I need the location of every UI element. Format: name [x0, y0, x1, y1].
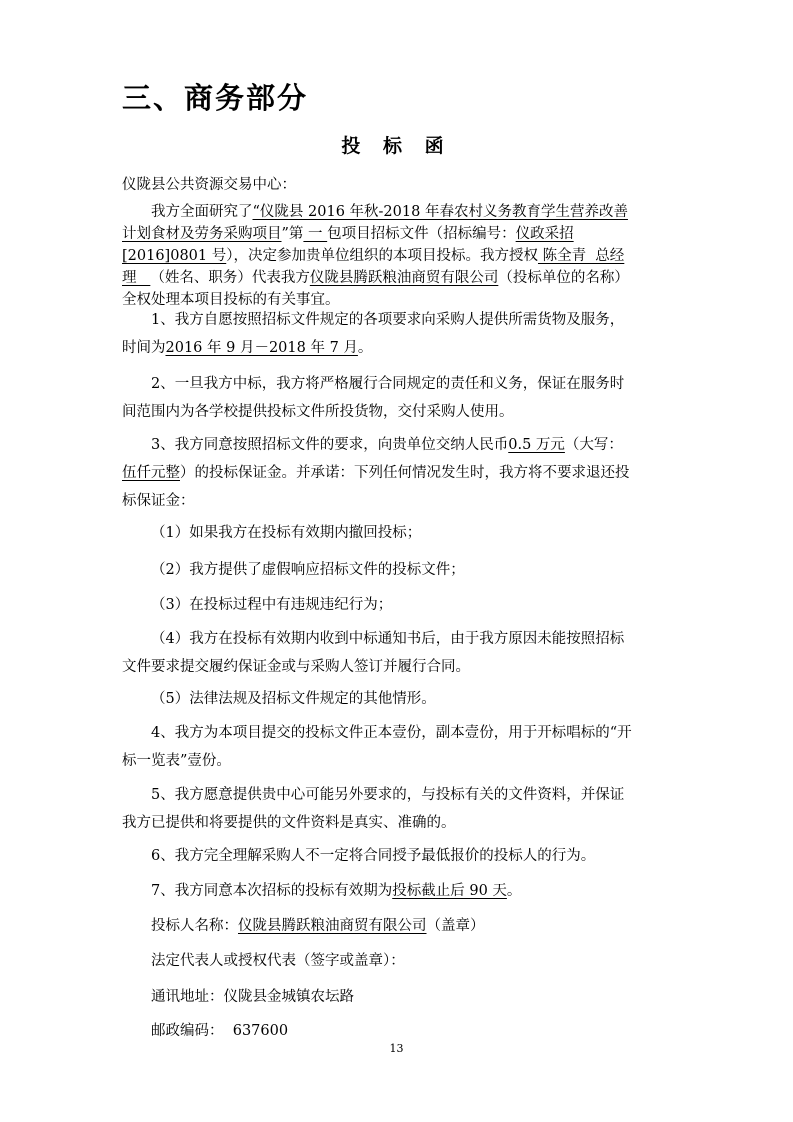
sub-item-1-text: （1）如果我方在投标有效期内撤回投标；: [151, 525, 422, 541]
item-2-line-2: 间范围内为各学校提供投标文件所投货物，交付采购人使用。: [122, 404, 514, 420]
item-5-line-1: 5、我方愿意提供贵中心可能另外要求的，与投标有关的文件资料，并保证: [151, 787, 625, 803]
item-7: [122, 880, 670, 902]
sub-item-5-text: （5）法律法规及招标文件规定的其他情形。: [151, 691, 436, 707]
item-text: 。: [357, 340, 373, 356]
intro-text: （姓名、职务）代表我方: [150, 270, 310, 286]
intro-line-4: [122, 267, 670, 289]
sub-item-1: [122, 522, 670, 544]
address: [122, 986, 670, 1008]
bidder-label: 投标人名称：: [151, 918, 238, 934]
item-4-line-1: 4、我方为本项目提交的投标文件正本壹份，副本壹份，用于开标唱标的“开: [151, 725, 632, 741]
bidder-name: [122, 915, 670, 937]
item-text: （大写：: [564, 437, 623, 453]
sub-item-4-line-2: 文件要求提交履约保证金或与采购人签订并履行合同。: [122, 659, 470, 675]
sub-item-3-text: （3）在投标过程中有违规违纪行为；: [151, 597, 393, 613]
sub-item-5: [122, 688, 670, 710]
item-4: [122, 722, 670, 772]
sub-item-4-line-1: （4）我方在投标有效期内收到中标通知书后，由于我方原因未能按照招标: [151, 631, 625, 647]
item-text: 时间为: [122, 340, 166, 356]
company-name: 仪陇县腾跃粮油商贸有限公司: [309, 270, 499, 286]
intro-text: （投标单位的名称）: [498, 270, 629, 286]
item-1: [122, 309, 670, 359]
authorized-person: 陈全青 总经: [537, 248, 625, 264]
seal-note: （盖章）: [426, 918, 485, 934]
item-3-line-3: 标保证金：: [122, 493, 195, 509]
sub-item-2: [122, 559, 670, 581]
tender-number: 仪政采招: [515, 226, 574, 242]
intro-text: ”第: [281, 226, 304, 242]
bidder-line: [122, 915, 670, 937]
sub-item-3: [122, 594, 670, 616]
item-3: [122, 434, 670, 512]
representative-text: 法定代表人或授权代表（签字或盖章）：: [151, 953, 405, 969]
item-3-line-2: [122, 462, 670, 484]
intro-line-5: 全权处理本项目投标的有关事宜。: [122, 292, 340, 308]
intro-line-2: [122, 223, 670, 245]
intro-paragraph: [122, 201, 670, 311]
intro-line-3: [122, 245, 670, 267]
sub-item-2-text: （2）我方提供了虚假响应招标文件的投标文件；: [151, 562, 465, 578]
page-number: 13: [389, 1042, 404, 1055]
postcode-text: 邮政编码： 637600: [151, 1023, 289, 1039]
item-text: ）的投标保证金。并承诺：下列任何情况发生时，我方将不要求退还投: [180, 465, 630, 481]
document-title: 投 标 函: [341, 135, 452, 157]
salutation-text: 仪陇县公共资源交易中心：: [122, 177, 296, 193]
postcode: [122, 1020, 670, 1042]
deposit-amount: 0.5 万元: [508, 437, 565, 453]
intro-text: 包项目招标文件（招标编号：: [327, 226, 516, 242]
representative: [122, 950, 670, 972]
authorized-person: 理: [122, 270, 151, 286]
item-3-line-1: [122, 434, 670, 456]
salutation: [122, 174, 670, 196]
intro-text: ），决定参加贵单位组织的本项目投标。我方授权: [226, 248, 538, 264]
item-6: [122, 845, 670, 867]
tender-number: [2016]0801 号: [122, 248, 227, 264]
validity-period: 投标截止后 90 天: [392, 883, 507, 899]
item-4-line-2: 标一览表”壹份。: [122, 753, 231, 769]
item-text: 。: [506, 883, 522, 899]
section-title: 三、商务部分: [122, 81, 309, 115]
sub-item-4: [122, 628, 670, 678]
item-5-line-2: 我方已提供和将要提供的文件资料是真实、准确的。: [122, 815, 456, 831]
intro-text: 我方全面研究了: [151, 204, 253, 220]
bidder-company: 仪陇县腾跃粮油商贸有限公司: [238, 918, 427, 934]
item-6-text: 6、我方完全理解采购人不一定将合同授予最低报价的投标人的行为。: [151, 848, 596, 864]
service-period: 2016 年 9 月－2018 年 7 月: [165, 340, 358, 356]
project-name-underlined: 计划食材及劳务采购项目: [122, 226, 282, 242]
item-2: [122, 373, 670, 423]
item-1-line-1: 1、我方自愿按照招标文件规定的各项要求向采购人提供所需货物及服务，: [151, 312, 625, 328]
item-text: 3、我方同意按照招标文件的要求，向贵单位交纳人民币: [151, 437, 509, 453]
address-text: 通讯地址：仪陇县金城镇农坛路: [151, 989, 354, 1005]
intro-line-1: [122, 201, 670, 223]
item-2-line-1: 2、一旦我方中标，我方将严格履行合同规定的责任和义务，保证在服务时: [151, 376, 625, 392]
item-7-text: [122, 880, 670, 902]
deposit-amount-words: 伍仟元整: [122, 465, 180, 481]
package-number: 一: [303, 226, 328, 242]
item-text: 7、我方同意本次招标的投标有效期为: [151, 883, 393, 899]
item-5: [122, 784, 670, 834]
project-name-underlined: “仪陇县 2016 年秋-2018 年春农村义务教育学生营养改善: [252, 204, 628, 220]
item-1-line-2: [122, 337, 670, 359]
